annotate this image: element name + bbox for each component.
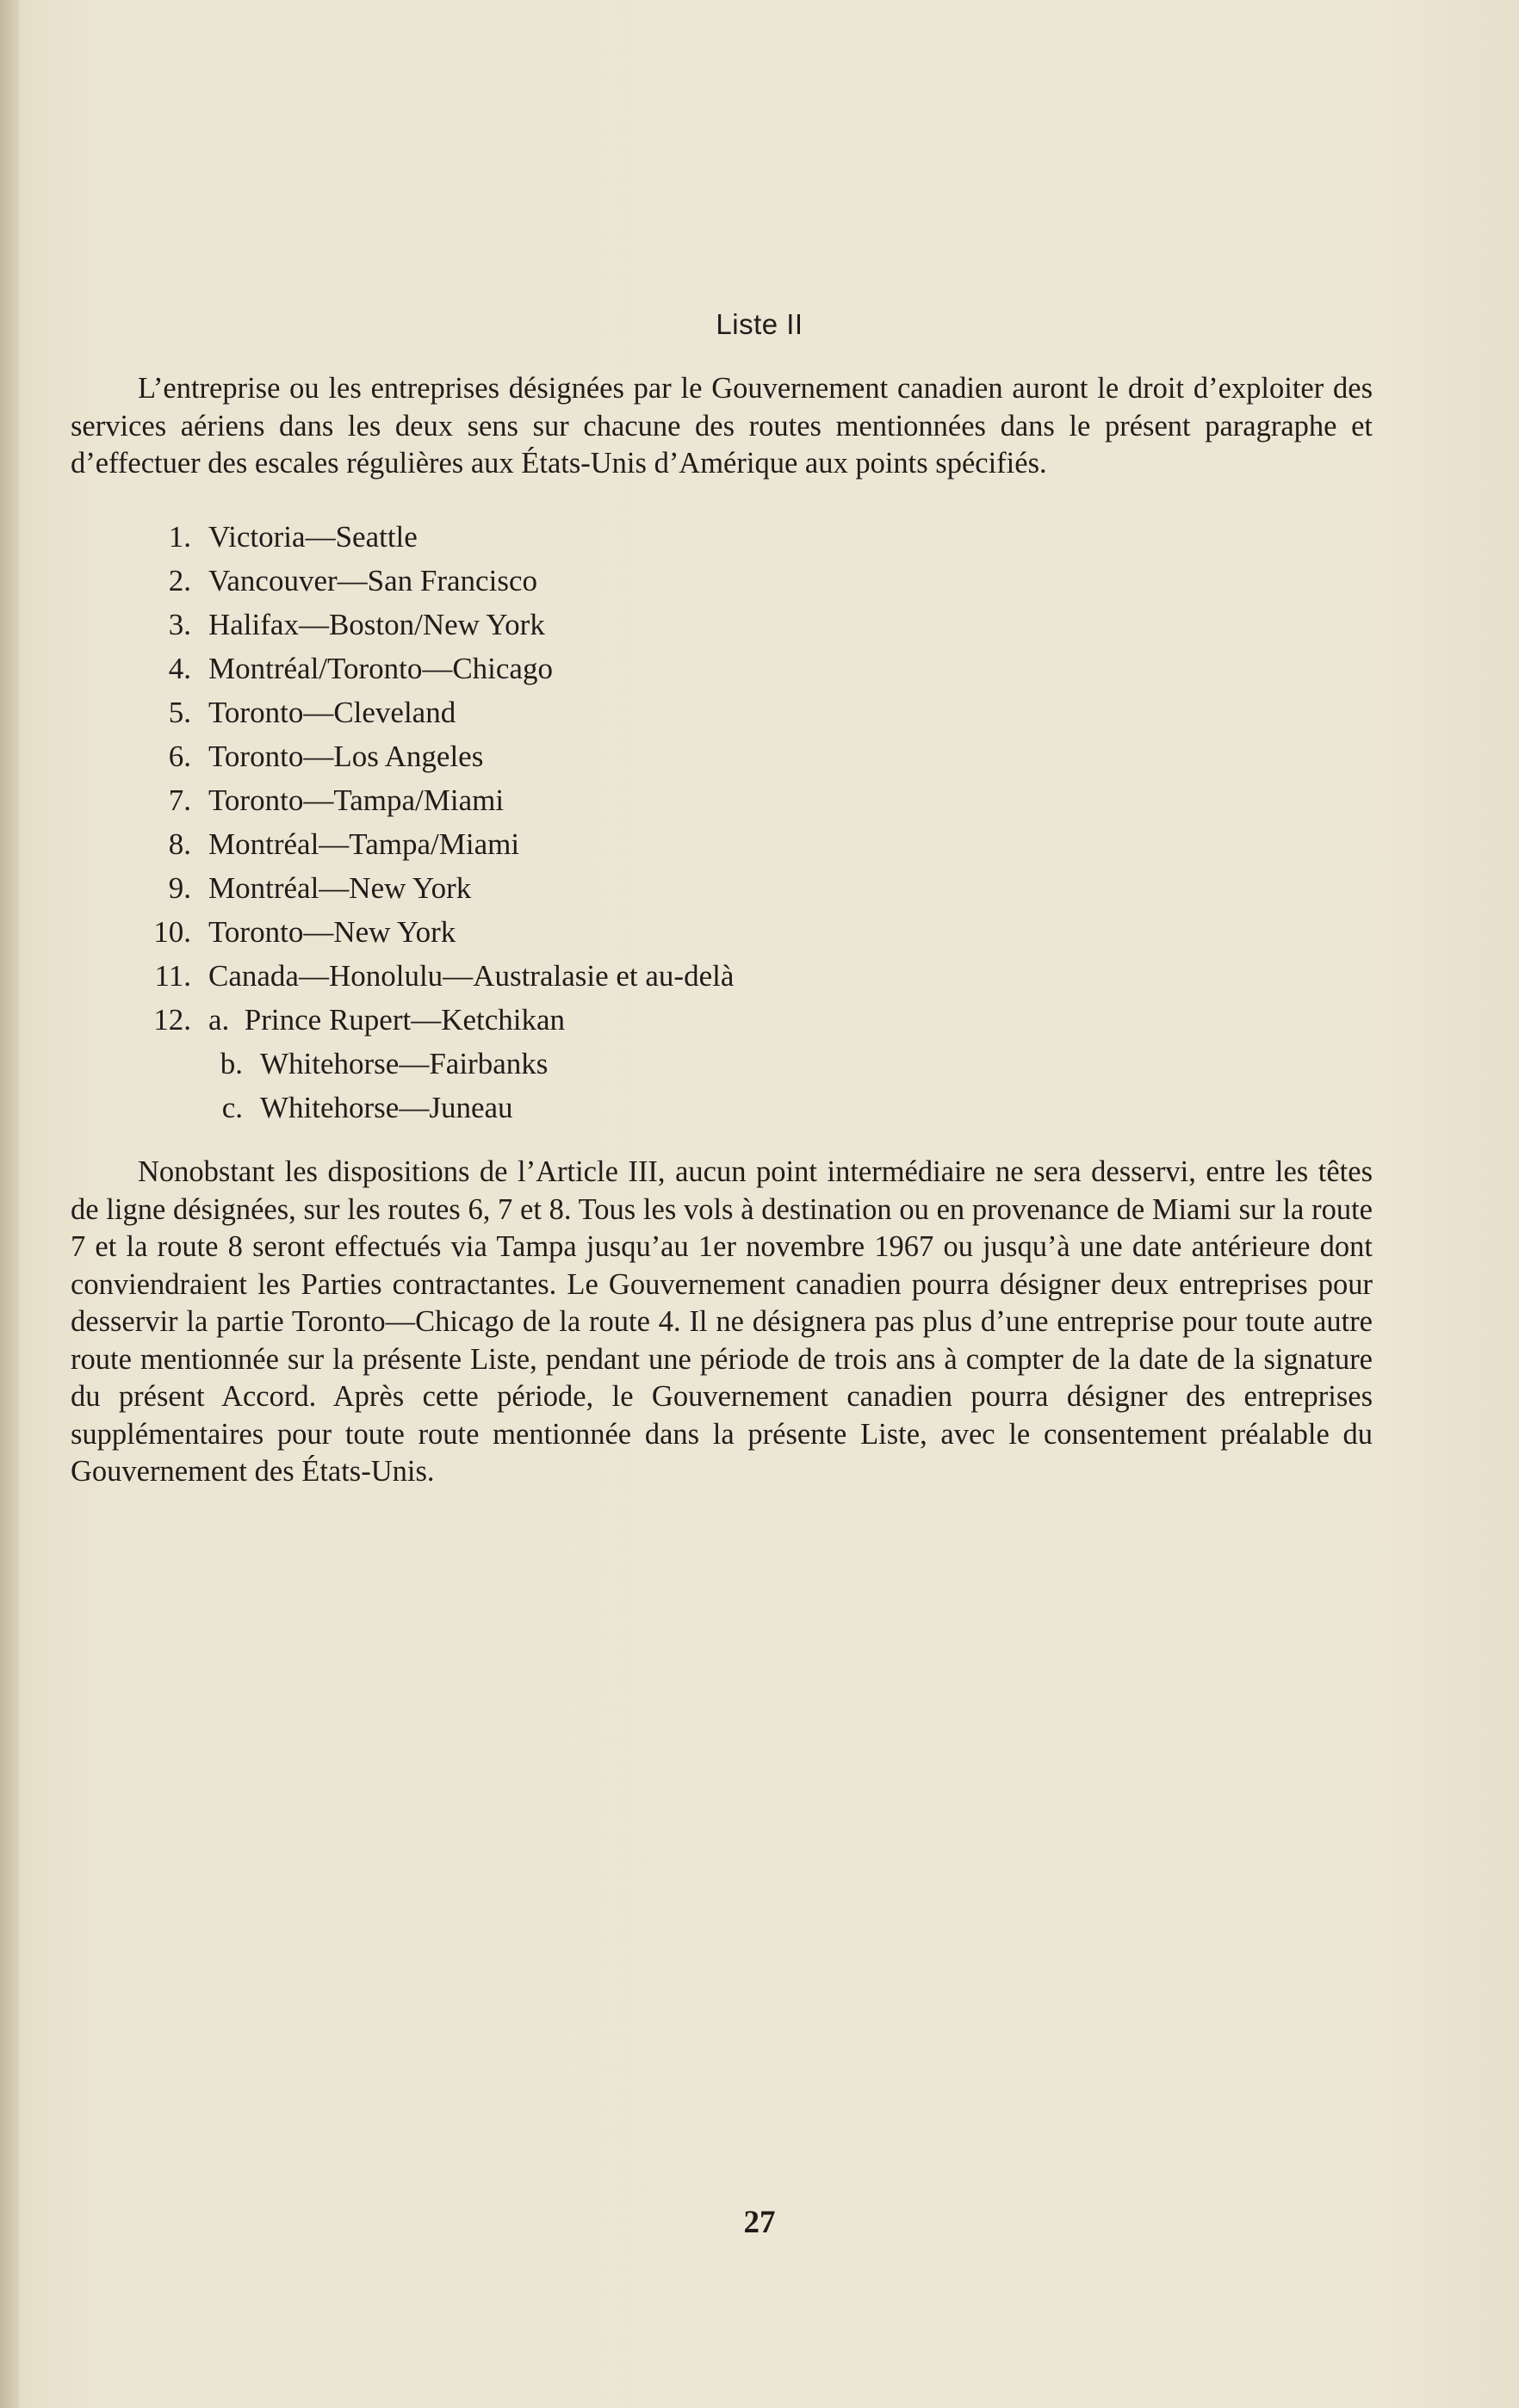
route-text: Whitehorse—Fairbanks [260, 1047, 549, 1080]
route-number: 3. [168, 608, 191, 641]
route-text: Halifax—Boston/New York [208, 608, 545, 641]
route-text: Vancouver—San Francisco [208, 564, 537, 597]
route-text: Montréal—New York [208, 871, 472, 905]
route-number: 11. [154, 959, 191, 993]
route-text: Toronto—Los Angeles [208, 740, 484, 773]
route-text: Canada—Honolulu—Australasie et au-delà [208, 959, 735, 993]
route-number: 7. [168, 783, 191, 817]
notwithstanding-paragraph: Nonobstant les dispositions de l’Article III, aucun point intermédiaire ne sera desservi, entre les têtes de ligne désignées, sur les routes 6, 7 et 8. Tous les vols à destination ou en provenance de Miami sur la route 7 et la route 8 seront effectués via Tampa jusqu’au 1er novembre 1967 ou jusqu’à une date antérieure dont conviendraient les Parties contractantes. Le Gouvernement canadien pourra désigner deux entreprises pour desservir la partie Toronto—Chicago de la route 4. Il ne désignera pas plus d’une entreprise pour toute autre route mentionnée sur la présente Liste, pendant une période de trois ans à compter de la date de la signature du présent Accord. Après cette période, le Gouvernement canadien pourra désigner des entreprises supplémentaires pour toute route mentionnée dans la présente Liste, avec le consentement préalable du Gouvernement des États-Unis. [71, 1155, 1373, 1488]
route-subitem-letter: c. [221, 1091, 243, 1124]
route-number: 12. [153, 1003, 191, 1037]
route-number: 10. [153, 915, 191, 949]
route-number: 8. [168, 827, 191, 861]
route-text: Whitehorse—Juneau [260, 1091, 513, 1124]
intro-paragraph: L’entreprise ou les entreprises désignées par le Gouvernement canadien auront le droit d’exploiter des services aériens dans les deux sens sur chacune des routes mentionnées dans le présent paragraphe et d’effectuer des escales régulières aux États-Unis d’Amérique aux points spécifiés. [71, 372, 1373, 480]
route-text: Victoria—Seattle [208, 520, 418, 554]
route-number: 9. [168, 871, 191, 905]
route-text: Montréal/Toronto—Chicago [208, 652, 553, 685]
route-text: Toronto—Cleveland [208, 696, 456, 729]
route-subitem-letter: b. [220, 1047, 243, 1080]
route-number: 1. [168, 520, 191, 554]
route-number: 4. [168, 652, 191, 685]
list-heading: Liste II [716, 308, 803, 340]
page-spine-shadow [0, 0, 19, 2408]
route-text: a. Prince Rupert—Ketchikan [208, 1003, 566, 1037]
route-text: Toronto—New York [208, 915, 456, 949]
route-text: Montréal—Tampa/Miami [208, 827, 520, 861]
page-number: 27 [743, 2205, 776, 2240]
route-number: 6. [168, 740, 191, 773]
route-number: 2. [168, 564, 191, 597]
route-text: Toronto—Tampa/Miami [208, 783, 505, 817]
route-number: 5. [168, 696, 191, 729]
